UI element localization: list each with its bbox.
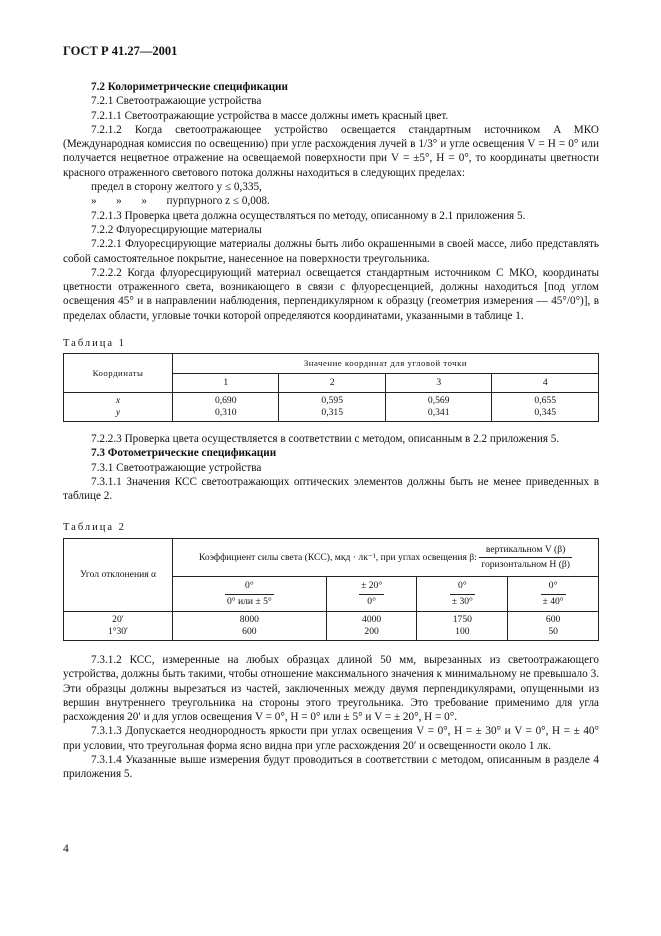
para-7-2-1-1: 7.2.1.1 Светоотражающие устройства в массе должны иметь красный цвет. xyxy=(91,109,449,122)
table-1-col-group: Значение координат для угловой точки xyxy=(173,354,599,373)
table-1-caption: Таблица 1 xyxy=(63,338,126,350)
para-7-3-1-3: 7.3.1.3 Допускается неоднородность яркости при углах освещения V = 0°, H = ± 30° и V = 0°, H = ± 40° при условии, что треугольная форма ясно видна при угле расхождения 20′ и освещенности около 1 лк. xyxy=(63,725,599,752)
para-7-2-2-3: 7.2.2.3 Проверка цвета осуществляется в соответствии с методом, описанным в 2.2 приложения 5. xyxy=(91,432,560,445)
table-1-label-y: y xyxy=(115,406,121,418)
document-body xyxy=(63,80,599,782)
limit-yellow: предел в сторону желтого y ≤ 0,335, xyxy=(91,181,262,194)
para-7-2-1-2: 7.2.1.2 Когда светоотражающее устройство освещается стандартным источником A МКО (Международная комиссия по освещению) при угле расхождения лучей в 1/3° и угле освещения V = H = 0° или получается нецветное отражение на освещаемой поверхности при V = ±5°, H = 0°, то координаты цветности красного отраженного светового потока должны находиться в следующих пределах: xyxy=(63,123,599,179)
table-2-col-group-label: Коэффициент силы света (КСС), мкд · лк⁻¹, при углах освещения β: xyxy=(199,551,477,563)
table-2-caption: Таблица 2 xyxy=(63,522,126,534)
para-7-3-1-1: 7.3.1.1 Значения КСС светоотражающих оптических элементов должны быть не менее приведенных в таблице 2. xyxy=(63,475,599,503)
limit-purple: » » » пурпурного z ≤ 0,008. xyxy=(91,195,270,208)
table-1-label-x: x xyxy=(115,394,121,406)
table-2-col-angle: Угол отклонения α xyxy=(64,538,173,611)
table-1-cell: 0,569 0,341 xyxy=(385,392,491,421)
para-7-2-2: 7.2.2 Флуоресцирующие материалы xyxy=(91,223,262,236)
section-7-2-title: 7.2 Колориметрические спецификации xyxy=(91,81,288,93)
table-2-col-group xyxy=(173,538,599,577)
table-1-col: 2 xyxy=(279,373,385,392)
table-1-col: 4 xyxy=(492,373,599,392)
table-2-subcol: $\frac{0^\circ}{\pm 30^\circ}$ xyxy=(417,577,508,612)
table-2-cell: 4000 200 xyxy=(326,611,417,640)
table-2-subcol: $\frac{0^\circ}{\pm 40^\circ}$ xyxy=(508,577,599,612)
para-7-3-1-4: 7.3.1.4 Указанные выше измерения будут проводиться в соответствии с методом, описанным в разделе 4 приложения 5. xyxy=(63,753,599,781)
table-2-frac-den: горизонтальном H (β) xyxy=(481,559,570,571)
table-2-fraction xyxy=(479,543,572,573)
table-2-cell: 1750 100 xyxy=(417,611,508,640)
table-1-cell: 0,655 0,345 xyxy=(492,392,599,421)
table-2-cell: 8000 600 xyxy=(173,611,327,640)
table-1 xyxy=(63,353,599,422)
table-1-cell: 0,690 0,310 xyxy=(173,392,279,421)
document-header: ГОСТ Р 41.27—2001 xyxy=(63,44,178,58)
para-7-2-1-3: 7.2.1.3 Проверка цвета должна осуществляться по методу, описанному в 2.1 приложения 5. xyxy=(91,209,526,222)
para-7-3-1: 7.3.1 Светоотражающие устройства xyxy=(91,461,262,474)
table-1-col: 1 xyxy=(173,373,279,392)
table-2-row-labels: 20′ 1°30′ xyxy=(64,611,173,640)
table-2-frac-num: вертикальном V (β) xyxy=(479,543,572,558)
table-2-cell: 600 50 xyxy=(508,611,599,640)
table-2-subcol: $\frac{\pm 20^\circ}{0^\circ}$ xyxy=(326,577,417,612)
table-1-cell: 0,595 0,315 xyxy=(279,392,385,421)
para-7-3-1-2: 7.3.1.2 КСС, измеренные на любых образцах длиной 50 мм, вырезанных из светоотражающего устройства, должны быть такими, чтобы отношение максимального значения к минимальному не превышало 3. Эти образцы должны вырезаться из частей, заключенных между двумя перпендикулярами, опущенными из вершин внутреннего треугольника на стороны этого треугольника. Это требование применимо для угла расхождения 20′ и для углов освещения V = 0°, H = 0° или ± 5° и V = ± 20°, H = 0°. xyxy=(63,653,599,724)
page-number: 4 xyxy=(63,843,69,855)
table-1-col-coord: Координаты xyxy=(64,354,173,393)
table-2-subcol: $\frac{0^\circ}{\text{0° или ± 5°}}$ xyxy=(173,577,327,612)
section-7-3-title: 7.3 Фотометрические спецификации xyxy=(91,447,277,460)
table-2 xyxy=(63,538,599,641)
para-7-2-1: 7.2.1 Светоотражающие устройства xyxy=(91,95,262,108)
table-1-row-labels xyxy=(64,392,173,421)
table-1-col: 3 xyxy=(385,373,491,392)
para-7-2-2-1: 7.2.2.1 Флуоресцирующие материалы должны быть либо окрашенными в своей массе, либо представлять собой самостоятельное покрытие, нанесенное на поверхности треугольника. xyxy=(63,238,599,265)
para-7-2-2-2: 7.2.2.2 Когда флуоресцирующий материал освещается стандартным источником C МКО, координаты цветности отраженного света, возникающего в связи с флуоресценцией, должны находиться [под углом освещения 45° и в направлении наблюдения, перпендикулярном к образцу (геометрия измерения — 45°/0°)], в пределах области, угловые точки которой определяются координатами, указанными в таблице 1. xyxy=(63,266,599,322)
